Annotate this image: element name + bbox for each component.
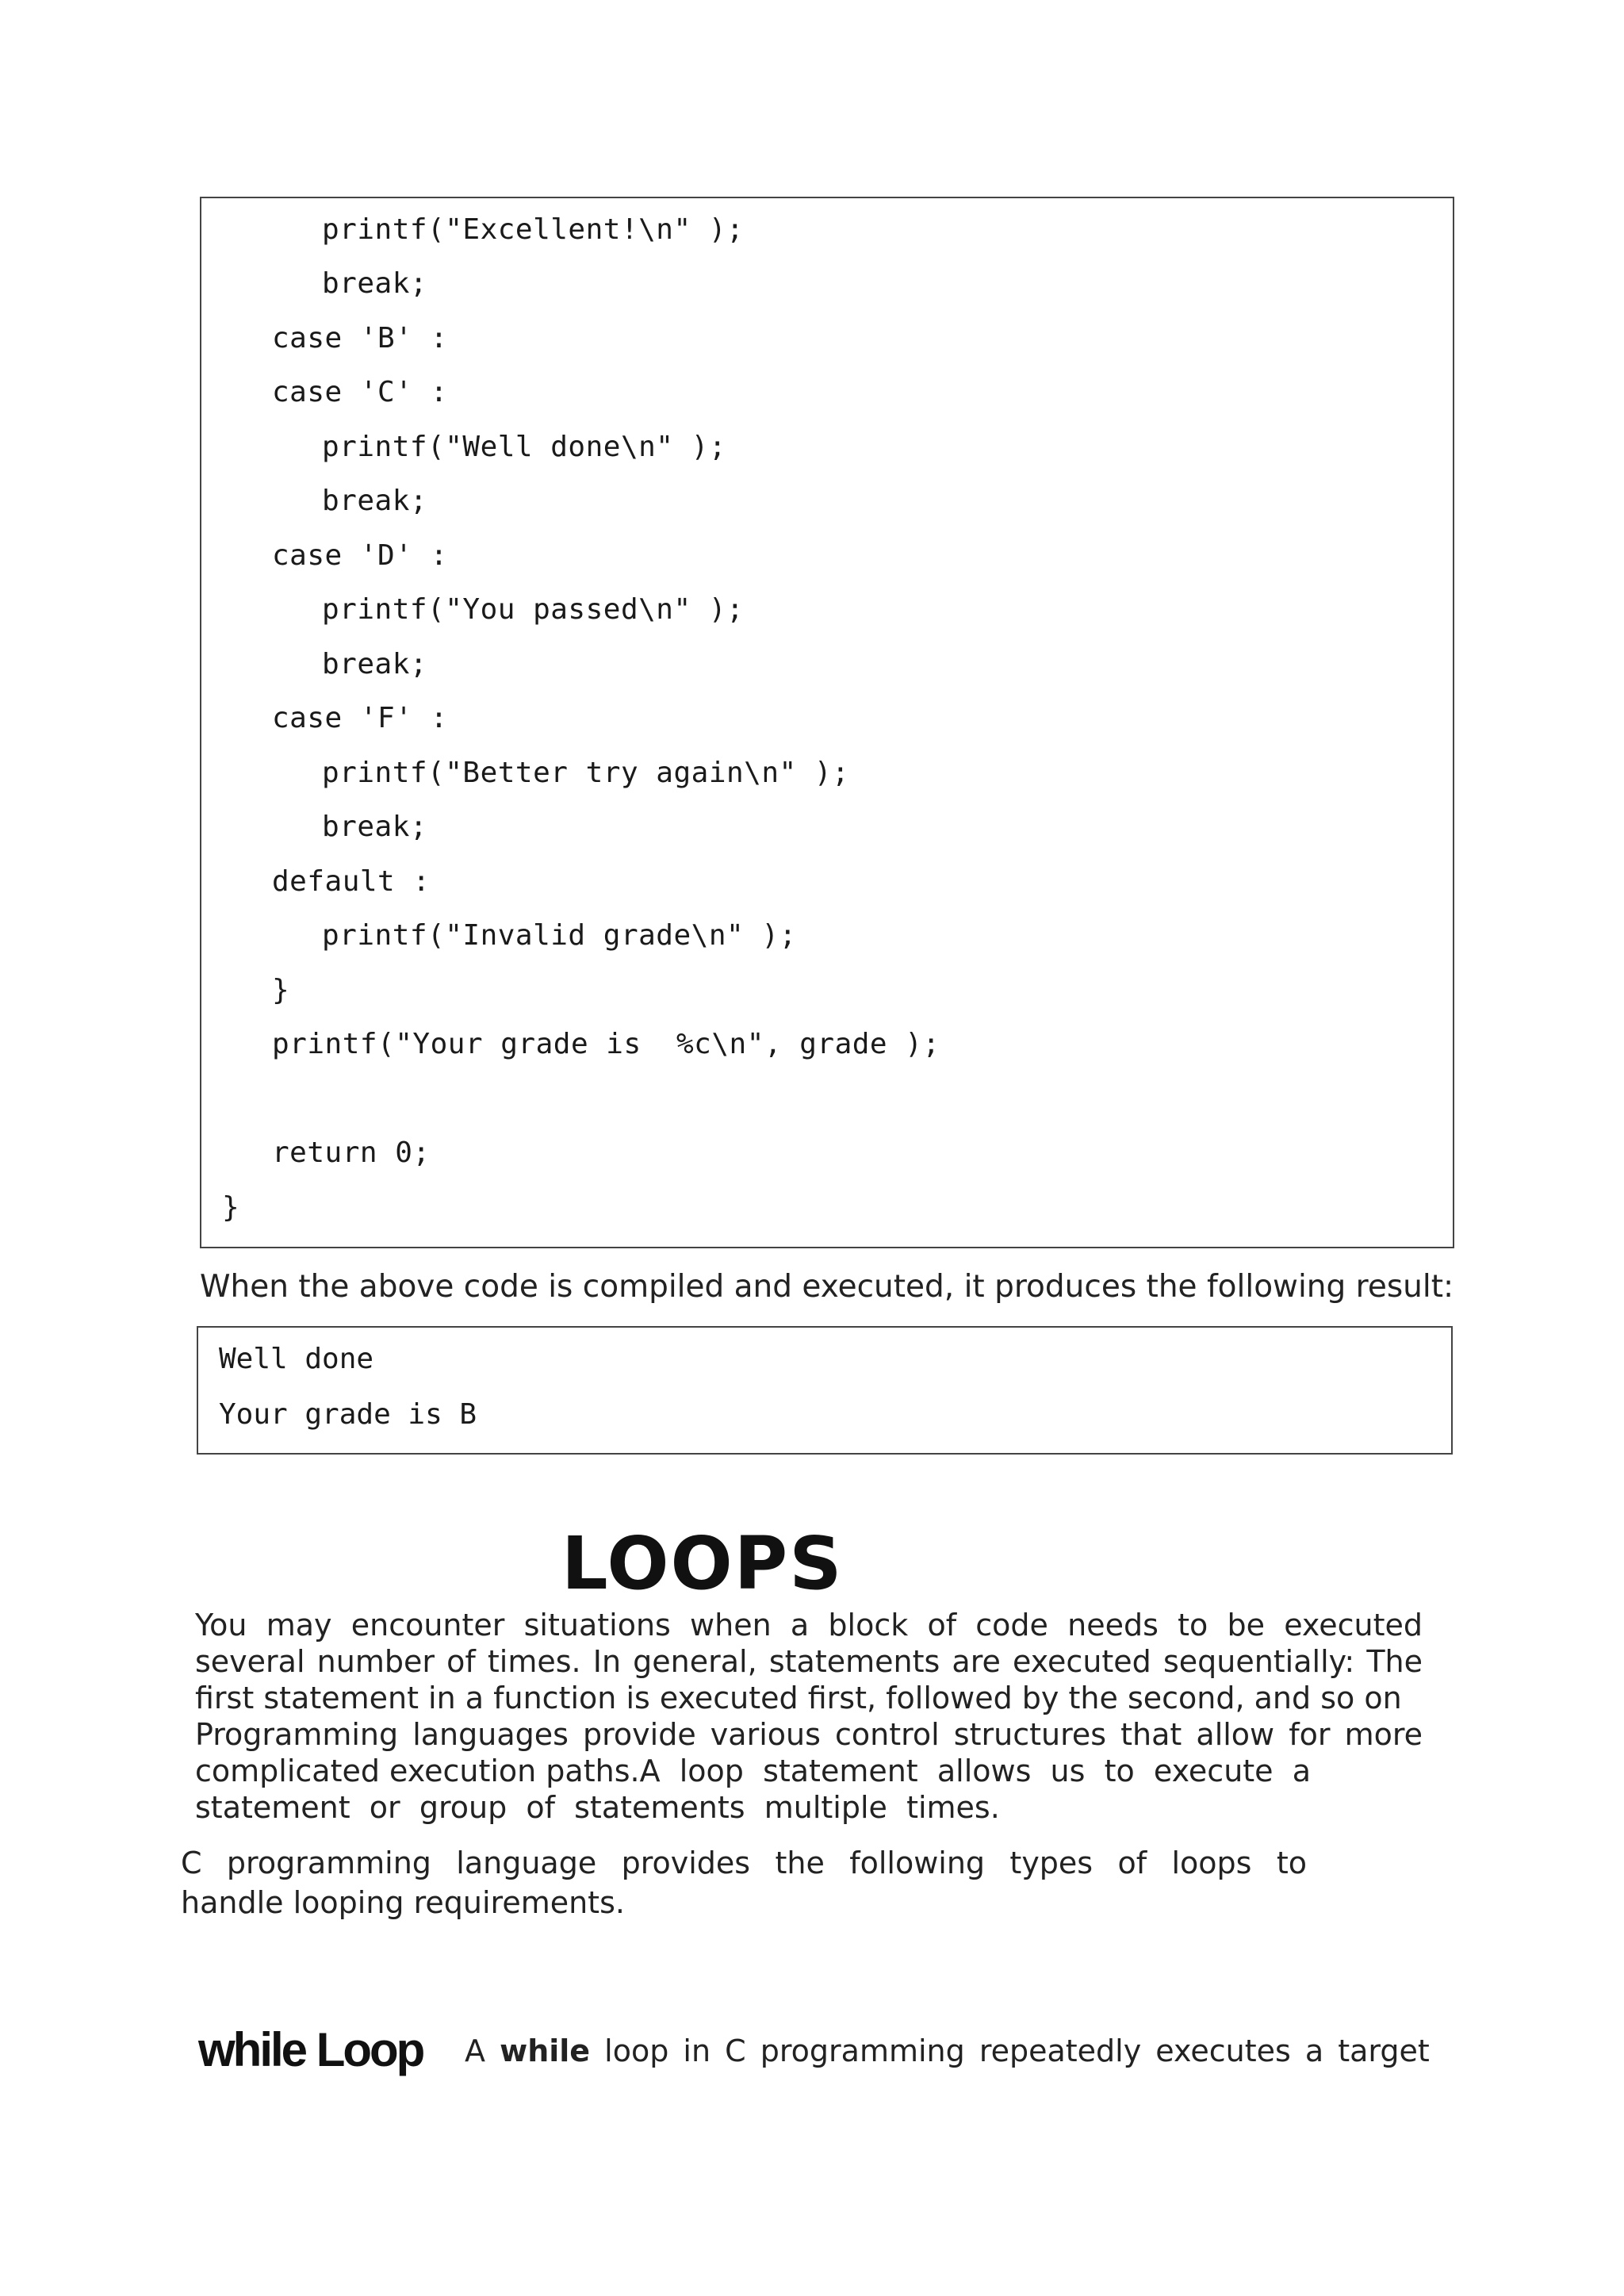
code-line: printf("Excellent!\n" ); <box>322 213 745 246</box>
output-line: Well done <box>219 1343 374 1375</box>
paragraph-line: several number of times. In general, statements are executed sequentially: The <box>195 1644 1423 1679</box>
paragraph-line: C programming language provides the following types of loops to <box>181 1846 1307 1880</box>
paragraph-line: handle looping requirements. <box>181 1885 625 1920</box>
output-line: Your grade is B <box>219 1398 477 1431</box>
code-line: case 'B' : <box>272 322 448 355</box>
code-line: } <box>222 1191 240 1224</box>
code-line: } <box>272 974 290 1006</box>
code-line: break; <box>322 267 428 300</box>
code-line: return 0; <box>272 1137 431 1169</box>
code-line: case 'F' : <box>272 702 448 734</box>
paragraph-line: You may encounter situations when a block of code needs to be executed <box>195 1608 1423 1642</box>
code-line: printf("Well done\n" ); <box>322 431 726 463</box>
while-intro-prefix: A <box>465 2033 485 2068</box>
loop-types-paragraph <box>181 1843 1307 1922</box>
result-caption: When the above code is compiled and executed, it produces the following result: <box>200 1269 1454 1305</box>
while-loop-heading: while Loop <box>198 2023 423 2076</box>
paragraph-line: complicated execution paths.A loop statement allows us to execute a <box>195 1754 1312 1788</box>
code-line: printf("Your grade is %c\n", grade ); <box>272 1028 940 1060</box>
code-line: default : <box>272 865 431 898</box>
code-block <box>200 197 1454 1248</box>
code-line: printf("You passed\n" ); <box>322 593 745 626</box>
while-loop-intro <box>465 2033 1430 2068</box>
output-block <box>197 1326 1453 1455</box>
code-line: break; <box>322 648 428 680</box>
while-keyword: while <box>500 2033 591 2068</box>
paragraph-line: statement or group of statements multiple times. <box>195 1790 1000 1825</box>
code-line: case 'D' : <box>272 539 448 572</box>
section-heading: LOOPS <box>561 1521 844 1606</box>
code-line: printf("Better try again\n" ); <box>322 757 850 789</box>
paragraph-line: Programming languages provide various control structures that allow for more <box>195 1717 1423 1752</box>
paragraph-line: first statement in a function is executed first, followed by the second, and so on <box>195 1681 1402 1715</box>
code-line: case 'C' : <box>272 376 448 408</box>
while-intro-suffix: loop in C programming repeatedly executes a target <box>604 2033 1430 2068</box>
code-line: break; <box>322 485 428 517</box>
code-line: printf("Invalid grade\n" ); <box>322 919 797 952</box>
intro-paragraph <box>195 1607 1423 1826</box>
code-line: break; <box>322 811 428 843</box>
